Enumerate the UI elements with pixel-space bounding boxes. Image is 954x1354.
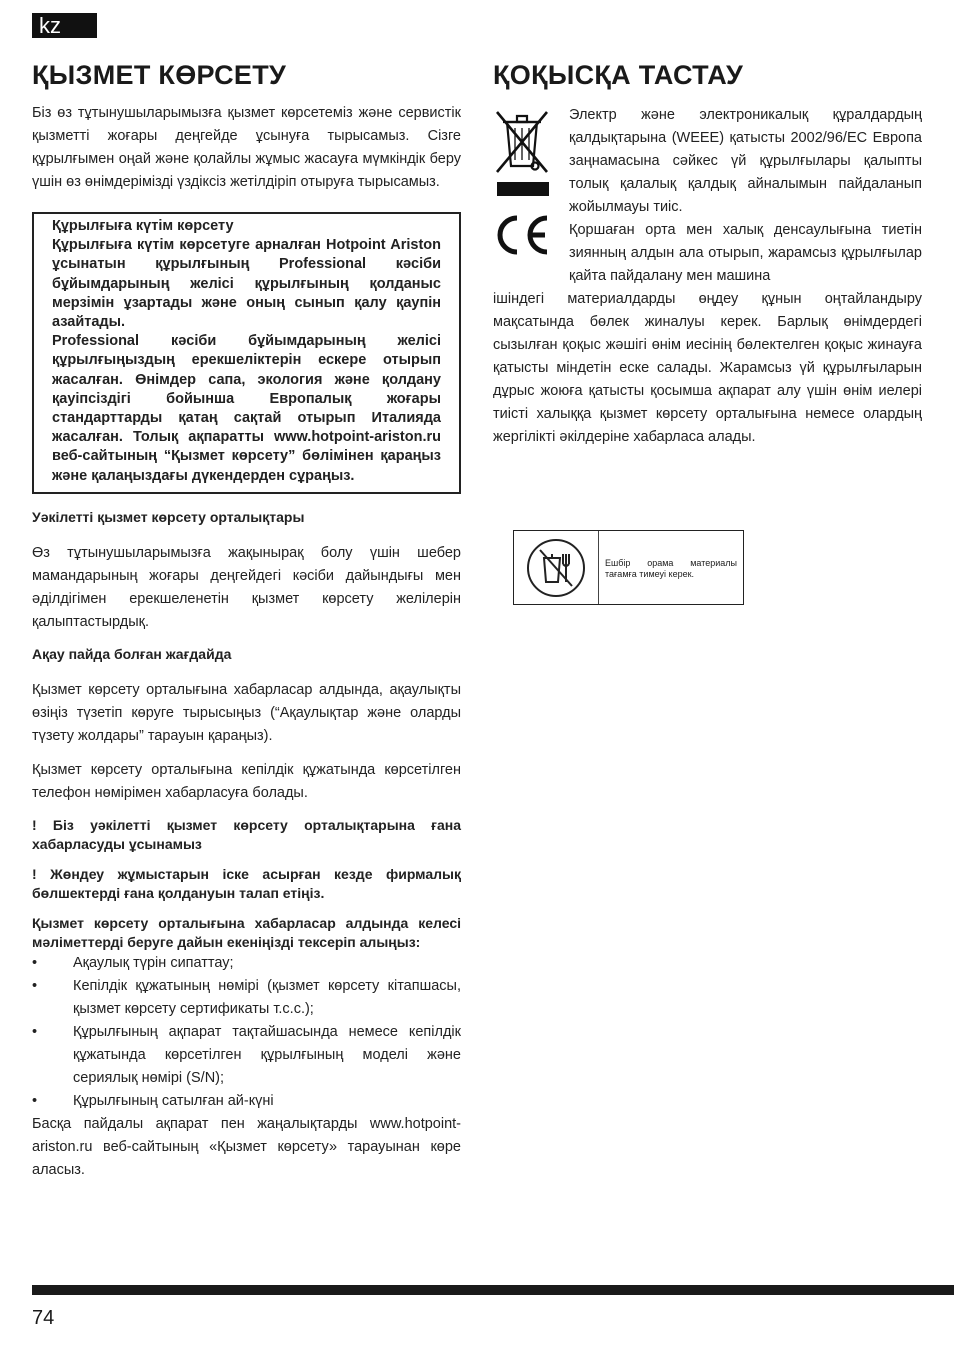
disposal-section (493, 60, 922, 579)
fault-text-1: Қызмет көрсету орталығына хабарласар алдында, ақаулықты өзіңіз түзетіп көруге тырысыңыз (“Ақаулықтар және оларды түзету жолдары” тарауын қараңыз). (32, 681, 461, 744)
disposal-body (493, 104, 922, 579)
disposal-title: ҚОҚЫСҚА ТАСТАУ (493, 60, 744, 90)
fault-heading: Ақау пайда болған жағдайда (32, 645, 232, 662)
fault-text-2: Қызмет көрсету орталығына кепілдік құжатында көрсетілген телефон нөмірімен хабарласуға болады. (32, 761, 461, 801)
list-item: • Кепілдік құжатының нөмірі (қызмет көрсету кітапшасы, қызмет көрсету сертификаты т.с.с.); (32, 977, 461, 1017)
centers-text: Өз тұтынушыларымызға жақынырақ болу үшін шебер мамандарының жоғары деңгейдегі кәсіби дайындығы мен әділдігімен ерекшеленетін қызмет көрсету желілерін қалыптастырдық. (32, 544, 461, 630)
centers-heading: Уәкілетті қызмет көрсету орталықтары (32, 508, 305, 525)
crossed-bin-icon (493, 104, 551, 200)
weee-paragraph: Электр және электроникалық құралдардың қалдықтарына (WEEE) қатысты 2002/96/EC Европа заңнамасына сәйкес үй құрылғылары қалыпты толық қалалық қалдық айналымын пайдаланып жойылмауы тиіс. (569, 107, 922, 215)
care-notice-title: Құрылғыға күтім көрсету (52, 218, 234, 234)
list-item: • Ақаулық түрін сипаттау; (32, 954, 234, 971)
no-food-contact-icon (524, 536, 588, 600)
care-notice-box (32, 212, 461, 494)
service-intro: Біз өз тұтынушыларымызға қызмет көрсетеміз және сервистік қызметті жоғары деңгейде ұсынуға тырысамыз. Сізге құрылғымен оңай және қолайлы жұмыс жасауға мүмкіндік беру үшін өз өнімдерімізді үздіксіз жетілдіріп отыруға тырысамыз. (32, 105, 461, 190)
food-note-text: Ешбір орама материалы тағамға тимеуі керек. (605, 558, 737, 579)
separate-collection-paragraph-start: Қоршаған орта мен халық денсаулығына тиетін зиянның алдын ала отырып, жарамсыз құрылғылар қайта пайдалану мен машина (569, 222, 922, 284)
food-contact-notice (513, 530, 744, 605)
care-notice-p1: Құрылғыға күтім көрсетуге арналған Hotpoint Ariston ұсынатын құрылғының Professional кәсіби бұйымдарының желісі құрылғының қолданыс мерзімін ұзартады және оның сынып қалу қаупін азайтады. (52, 237, 441, 331)
footer-bar (32, 1285, 954, 1295)
care-notice-p2: Professional кәсіби бұйымдарының желісі құрылғыңыздың ерекшеліктерін ескере отырып жасалған. Өнімдер сапа, экология және қолдану қауіпсіздігі бойынша Европалық жоғары стандарттарды қатаң сақтай отырып Италияда жасалған. Толық ақпаратты www.hotpoint-ariston.ru веб-сайтының “Қызмет көрсету” бөлімінен қараңыз және қалаңыздағы дүкендерден сұраңыз. (52, 333, 441, 484)
prepare-heading: Қызмет көрсету орталығына хабарласар алдында келесі мәліметтерді беруге дайын екеніңізді тексеріп алыңыз: (32, 914, 461, 950)
separate-collection-paragraph-end: ішіндегі материалдарды өңдеу құнын оңтайландыру мақсатында бөлек жиналуы керек. Барлық өнімдердегі сызылған қоқыс жәшігі өнім иесінің бөлектелген қоқыс жинауға қатысты міндетін еске салады. Жарамсыз үй құрылғыларын дұрыс жоюға қатысты қосымша ақпарат алу үшін өнім иелері тиісті халыққа қызмет көрсету орталығына немесе олардың жергілікті әкілдеріне хабарласа алады. (493, 291, 922, 445)
warning-original-parts: ! Жөндеу жұмыстарын іске асырған кезде фирмалық бөлшектерді ғана қолдануын талап етіңіз. (32, 865, 461, 901)
service-section (32, 60, 461, 1182)
warning-authorized: ! Біз уәкілетті қызмет көрсету орталықтарына ғана хабарласуды ұсынамыз (32, 816, 461, 852)
prepare-list (32, 952, 461, 1113)
food-icon-cell (514, 531, 599, 604)
closing-text: Басқа пайдалы ақпарат пен жаңалықтарды www.hotpoint-ariston.ru веб-сайтының «Қызмет көрсету» тарауынан көре аласыз. (32, 1115, 461, 1178)
list-item: • Құрылғының сатылған ай-күні (32, 1092, 274, 1109)
service-title: ҚЫЗМЕТ КӨРСЕТУ (32, 60, 287, 90)
language-tag: kz (32, 13, 97, 38)
ce-mark-icon (493, 212, 551, 258)
page-number: 74 (32, 1307, 55, 1329)
list-item: • Құрылғының ақпарат тақтайшасында немесе кепілдік құжатында көрсетілген құрылғының моделі және сериялық нөмірі (S/N); (32, 1023, 461, 1086)
